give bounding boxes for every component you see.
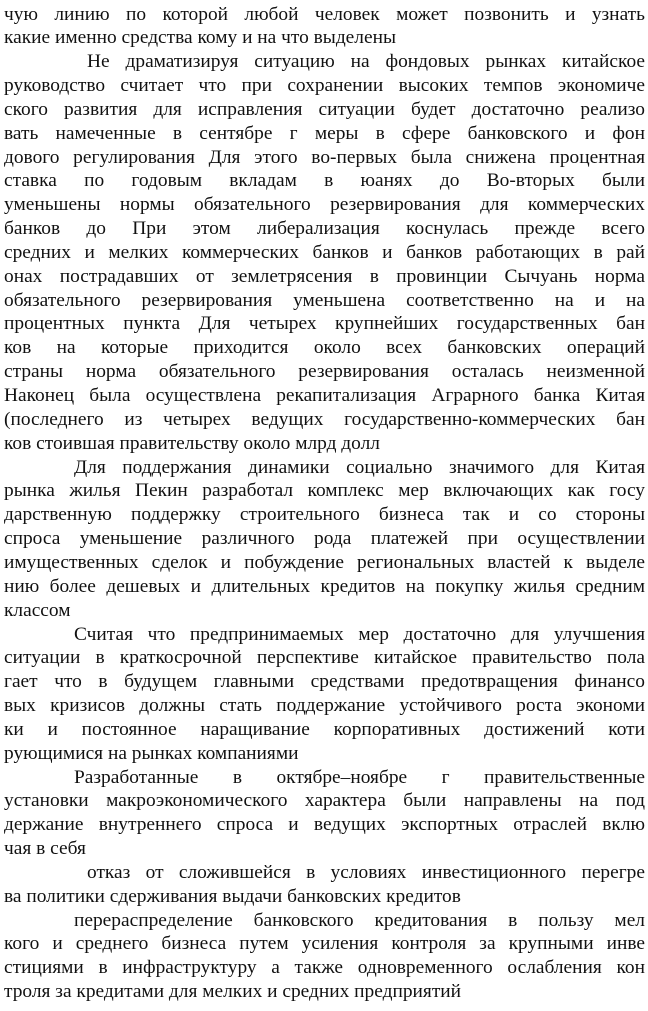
text-line: какие именно средства кому и на что выделены: [4, 27, 396, 48]
paragraph-first-line: Разработанные в октябре–ноябре г правительственные: [74, 767, 645, 788]
text-line: средних и мелких коммерческих банков и банков работающих в рай: [4, 242, 645, 263]
list-item-first-line: отказ от сложившейся в условиях инвестиционного перегре: [87, 862, 645, 883]
text-line: держание внутреннего спроса и ведущих экспортных отраслей вклю: [4, 814, 645, 835]
text-line: вых кризисов должны стать поддержание устойчивого роста экономи: [4, 695, 645, 716]
text-line: ков стоившая правительству около млрд долл: [4, 433, 380, 454]
text-line: имущественных сделок и побуждение региональных властей к выделе: [4, 552, 645, 573]
text-line: классом: [4, 600, 71, 621]
text-line: ставка по годовым вкладам в юанях до Во-вторых были: [4, 170, 645, 191]
text-line: ва политики сдерживания выдачи банковских кредитов: [4, 886, 461, 907]
paragraph-first-line: Для поддержания динамики социально значимого для Китая: [74, 457, 645, 478]
text-line: кого и среднего бизнеса путем усиления контроля за крупными инве: [4, 933, 645, 954]
text-line: онах пострадавших от землетрясения в провинции Сычуань норма: [4, 266, 645, 287]
text-line: вать намеченные в сентябре г меры в сфере банковского и фон: [4, 123, 645, 144]
paragraph-first-line: Не драматизируя ситуацию на фондовых рынках китайское: [87, 51, 645, 72]
list-item-first-line: перераспределение банковского кредитования в пользу мел: [74, 910, 645, 931]
text-line: ков на которые приходится около всех банковских операций: [4, 337, 645, 358]
text-line: дарственную поддержку строительного бизнеса так и со стороны: [4, 504, 645, 525]
text-line: рующимися на рынках компаниями: [4, 743, 299, 764]
text-line: (последнего из четырех ведущих государственно-коммерческих бан: [4, 409, 645, 430]
text-line: установки макроэкономического характера были направлены на под: [4, 790, 645, 811]
text-line: уменьшены нормы обязательного резервирования для коммерческих: [4, 194, 645, 215]
text-line: страны норма обязательного резервирования осталась неизменной: [4, 361, 645, 382]
text-line: гает что в будущем главными средствами предотвращения финансо: [4, 671, 645, 692]
paragraph-first-line: Считая что предпринимаемых мер достаточно для улучшения: [74, 624, 645, 645]
text-line: банков до При этом либерализация коснулась прежде всего: [4, 218, 645, 239]
text-line: обязательного резервирования уменьшена соответственно на и на: [4, 290, 645, 311]
text-line: ского развития для исправления ситуации будет достаточно реализо: [4, 99, 645, 120]
text-line: ситуации в краткосрочной перспективе китайское правительство пола: [4, 647, 645, 668]
text-line: троля за кредитами для мелких и средних предприятий: [4, 981, 462, 1002]
text-line: дового регулирования Для этого во-первых была снижена процентная: [4, 147, 645, 168]
text-line: чая в себя: [4, 838, 86, 859]
text-line: стициями в инфраструктуру а также одновременного ослабления кон: [4, 957, 645, 978]
text-line: ки и постоянное наращивание корпоративных достижений коти: [4, 719, 645, 740]
text-line: рынка жилья Пекин разработал комплекс мер включающих как госу: [4, 480, 645, 501]
text-line: процентных пункта Для четырех крупнейших государственных бан: [4, 313, 645, 334]
text-line: чую линию по которой любой человек может позвонить и узнать: [4, 4, 645, 25]
text-line: руководство считает что при сохранении высоких темпов экономиче: [4, 75, 645, 96]
text-line: спроса уменьшение различного рода платежей при осуществлении: [4, 528, 645, 549]
text-line: Наконец была осуществлена рекапитализация Аграрного банка Китая: [4, 385, 645, 406]
text-line: нию более дешевых и длительных кредитов на покупку жилья средним: [4, 576, 645, 597]
